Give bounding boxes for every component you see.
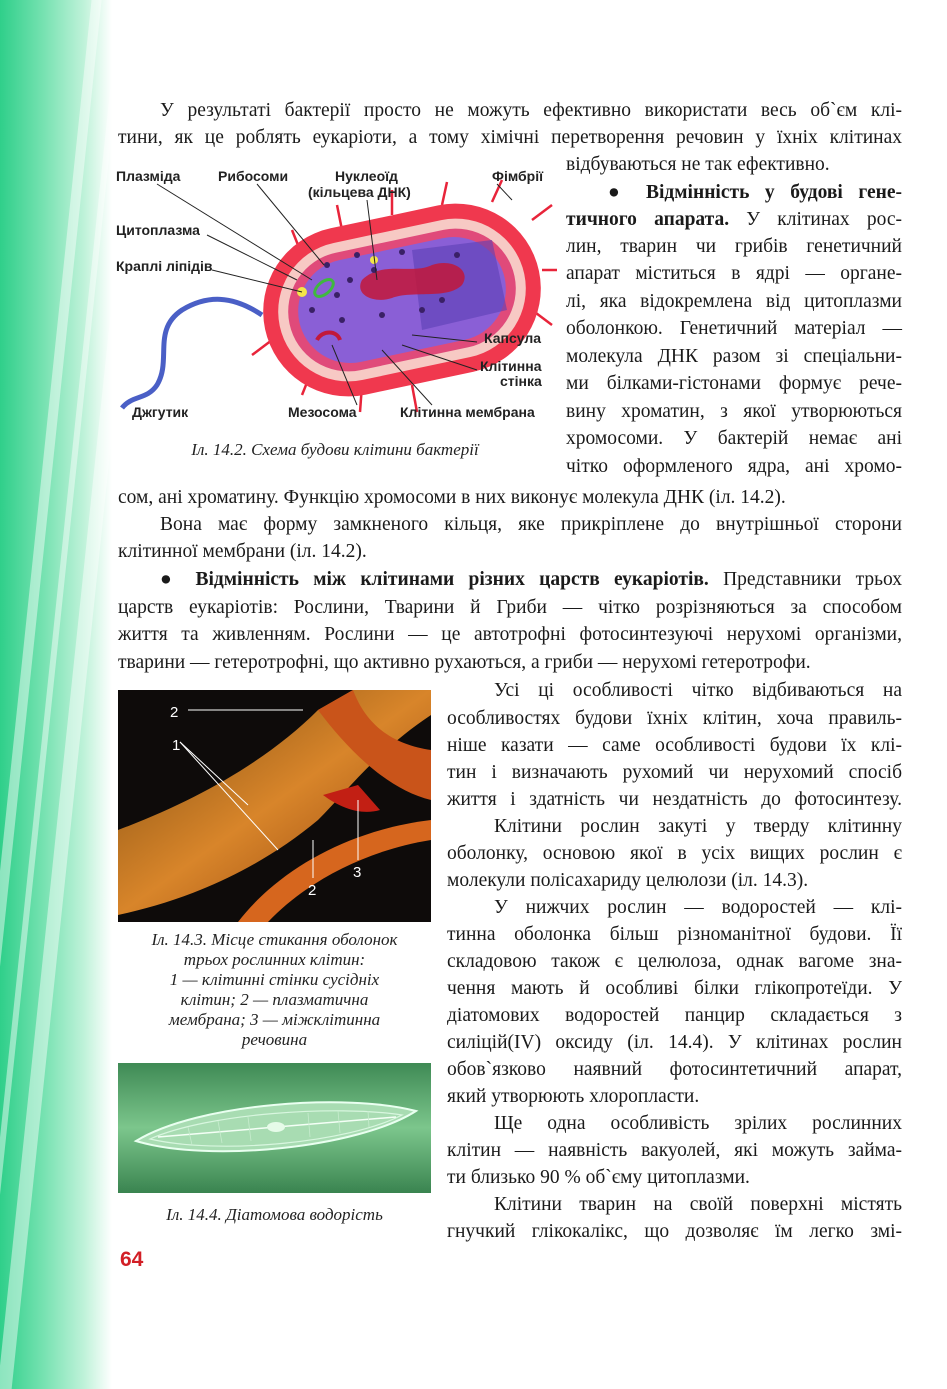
caption-figure-14-3-line-1: Іл. 14.3. Місце стикання оболонок [151,930,398,949]
marker-1: 1 [172,737,181,754]
right-line-11: складовою також є целюлоза, однак вагоме зна- [447,951,902,972]
caption-figure-14-3-line-3: 1 — клітинні стінки сусідніх [169,970,380,989]
intro-line-1: У результаті бактерії просто не можуть ефективно використати весь об`єм клі- [160,100,902,121]
right-line-9: У нижчих рослин — водоростей — клі- [494,897,902,918]
genetic-heading-cont: тичного апарата. [566,209,730,230]
right-line-21: гнучкий глікокалікс, що дозволяє їм легко змі- [447,1221,902,1242]
genetic-line-9: хромосоми. У бактерій немає ані [566,428,902,449]
right-line-18: клітин — наявність вакуолей, які можуть займа- [447,1140,902,1161]
diatom-micrograph [118,1063,431,1193]
flagellum-shape [122,299,262,408]
right-line-7: оболонку, основою якої в усіх вищих рослин є [447,843,902,864]
genetic-full-3: клітинної мембрани (іл. 14.2). [118,541,367,562]
genetic-line-3: апарат міститься в ядрі — органе- [566,263,902,284]
right-line-20: Клітини тварин на своїй поверхні містять [494,1194,902,1215]
right-line-1: Усі ці особливості чітко відбиваються на [494,680,902,701]
plant-cell-walls-micrograph [118,690,431,922]
caption-figure-14-3-line-4: клітин; 2 — плазматична [180,990,369,1009]
caption-figure-14-3-line-2: трьох рослинних клітин: [183,950,366,969]
bacterium-diagram [112,160,557,430]
kingdoms-heading-line [160,566,902,593]
genetic-line-1-tail: У клітинах рос- [729,209,902,230]
caption-figure-14-2: Іл. 14.2. Схема будови клітини бактерії [191,440,479,459]
label-cell-wall-1: Клітинна [480,358,542,374]
genetic-line-2: лин, тварин чи грибів генетичний [566,236,902,257]
marker-3: 3 [353,864,362,881]
right-line-15: обов`язково наявний фотосинтетичний апарат, [447,1059,902,1080]
right-line-3: ніше казати — саме особливості будови їх клі- [447,735,902,756]
genetic-full-2: Вона має форму замкненого кільця, яке прикріплене до внутрішньої сторони [160,514,902,535]
label-membrane: Клітинна мембрана [400,404,535,420]
genetic-heading: ● Відмінність у будові гене- [608,182,902,203]
marker-2-top: 2 [170,704,179,721]
genetic-line-1 [566,206,902,233]
right-line-13: діатомових водоростей панцир складається з [447,1005,902,1026]
label-nucleoid: Нуклеоїд [335,168,398,184]
decorative-margin-strip [0,0,112,1389]
kingdoms-line-2: життя та живленням. Рослини — це автотрофні фотосинтезуючі нерухомі організми, [118,624,902,645]
kingdoms-heading: ● Відмінність між клітинами різних царств еукаріотів. [160,569,709,590]
label-flagellum: Джгутик [132,404,189,420]
label-capsule: Капсула [484,330,542,346]
marker-2-bottom: 2 [308,882,317,899]
label-cytoplasm: Цитоплазма [116,222,200,238]
caption-figure-14-3-line-6: речовина [241,1030,308,1049]
intro-line-2: тини, як це роблять еукаріоти, а тому хімічні перетворення речовин у їхніх клітинах [118,127,902,148]
right-line-14: силіцій(IV) оксиду (іл. 14.4). У клітинах рослин [447,1032,902,1053]
intro-line-3: відбуваються не так ефективно. [566,154,830,175]
genetic-line-5: оболонкою. Генетичний матеріал — [566,318,902,339]
label-cell-wall-2: стінка [500,373,542,389]
genetic-heading-line [608,179,902,206]
label-plasmid: Плазміда [116,168,181,184]
label-ribosomes: Рибосоми [218,168,289,184]
kingdoms-line-3: тварини — гетеротрофні, що активно рухаються, а гриби — нерухомі гетеротрофи. [118,652,811,673]
genetic-line-7: ми білками-гістонами формує рече- [566,373,902,394]
right-line-8: молекули полісахариду целюлози (іл. 14.3). [447,870,809,891]
genetic-full-1: сом, ані хроматину. Функцію хромосоми в них виконує молекула ДНК (іл. 14.2). [118,487,786,508]
label-fimbriae: Фімбрії [492,168,544,184]
caption-figure-14-3-line-5: мембрана; 3 — міжклітинна [168,1010,381,1029]
label-mesosome: Мезосома [288,404,357,420]
genetic-line-10: чітко оформленого ядра, ані хромо- [566,456,902,477]
right-line-19: ти близько 90 % об`єму цитоплазми. [447,1167,750,1188]
genetic-line-6: молекула ДНК разом зі спеціальни- [566,346,902,367]
label-nucleoid-sub: (кільцева ДНК) [308,184,411,200]
page-number: 64 [120,1248,144,1271]
right-line-6: Клітини рослин закуті у тверду клітинну [494,816,902,837]
caption-figure-14-4: Іл. 14.4. Діатомова водорість [166,1205,383,1224]
genetic-line-4: лі, яка відокремлена від цитоплазми [566,291,902,312]
genetic-line-8: вину хроматин, з якої утворюються [566,401,902,422]
right-line-2: особливостях будови їхніх клітин, хоча правиль- [447,708,902,729]
kingdoms-line-1: царств еукаріотів: Рослини, Тварини й Гриби — чітко розрізняються за способом [118,597,902,618]
right-line-12: чення мають й особливі білки глікопротеїди. У [447,978,902,999]
right-line-5: життя і здатність чи нездатність до фотосинтезу. [447,789,902,810]
right-line-10: тинна оболонка більш різноманітної будови. Її [447,924,902,945]
kingdoms-heading-tail: Представники трьох [708,569,902,590]
right-line-4: тин і визначають рухомий чи нерухомий спосіб [447,762,902,783]
label-lipid-drops: Краплі ліпідів [116,258,213,274]
right-line-16: який утворюють хлоропласти. [447,1086,700,1107]
right-line-17: Ще одна особливість зрілих рослинних [494,1113,902,1134]
